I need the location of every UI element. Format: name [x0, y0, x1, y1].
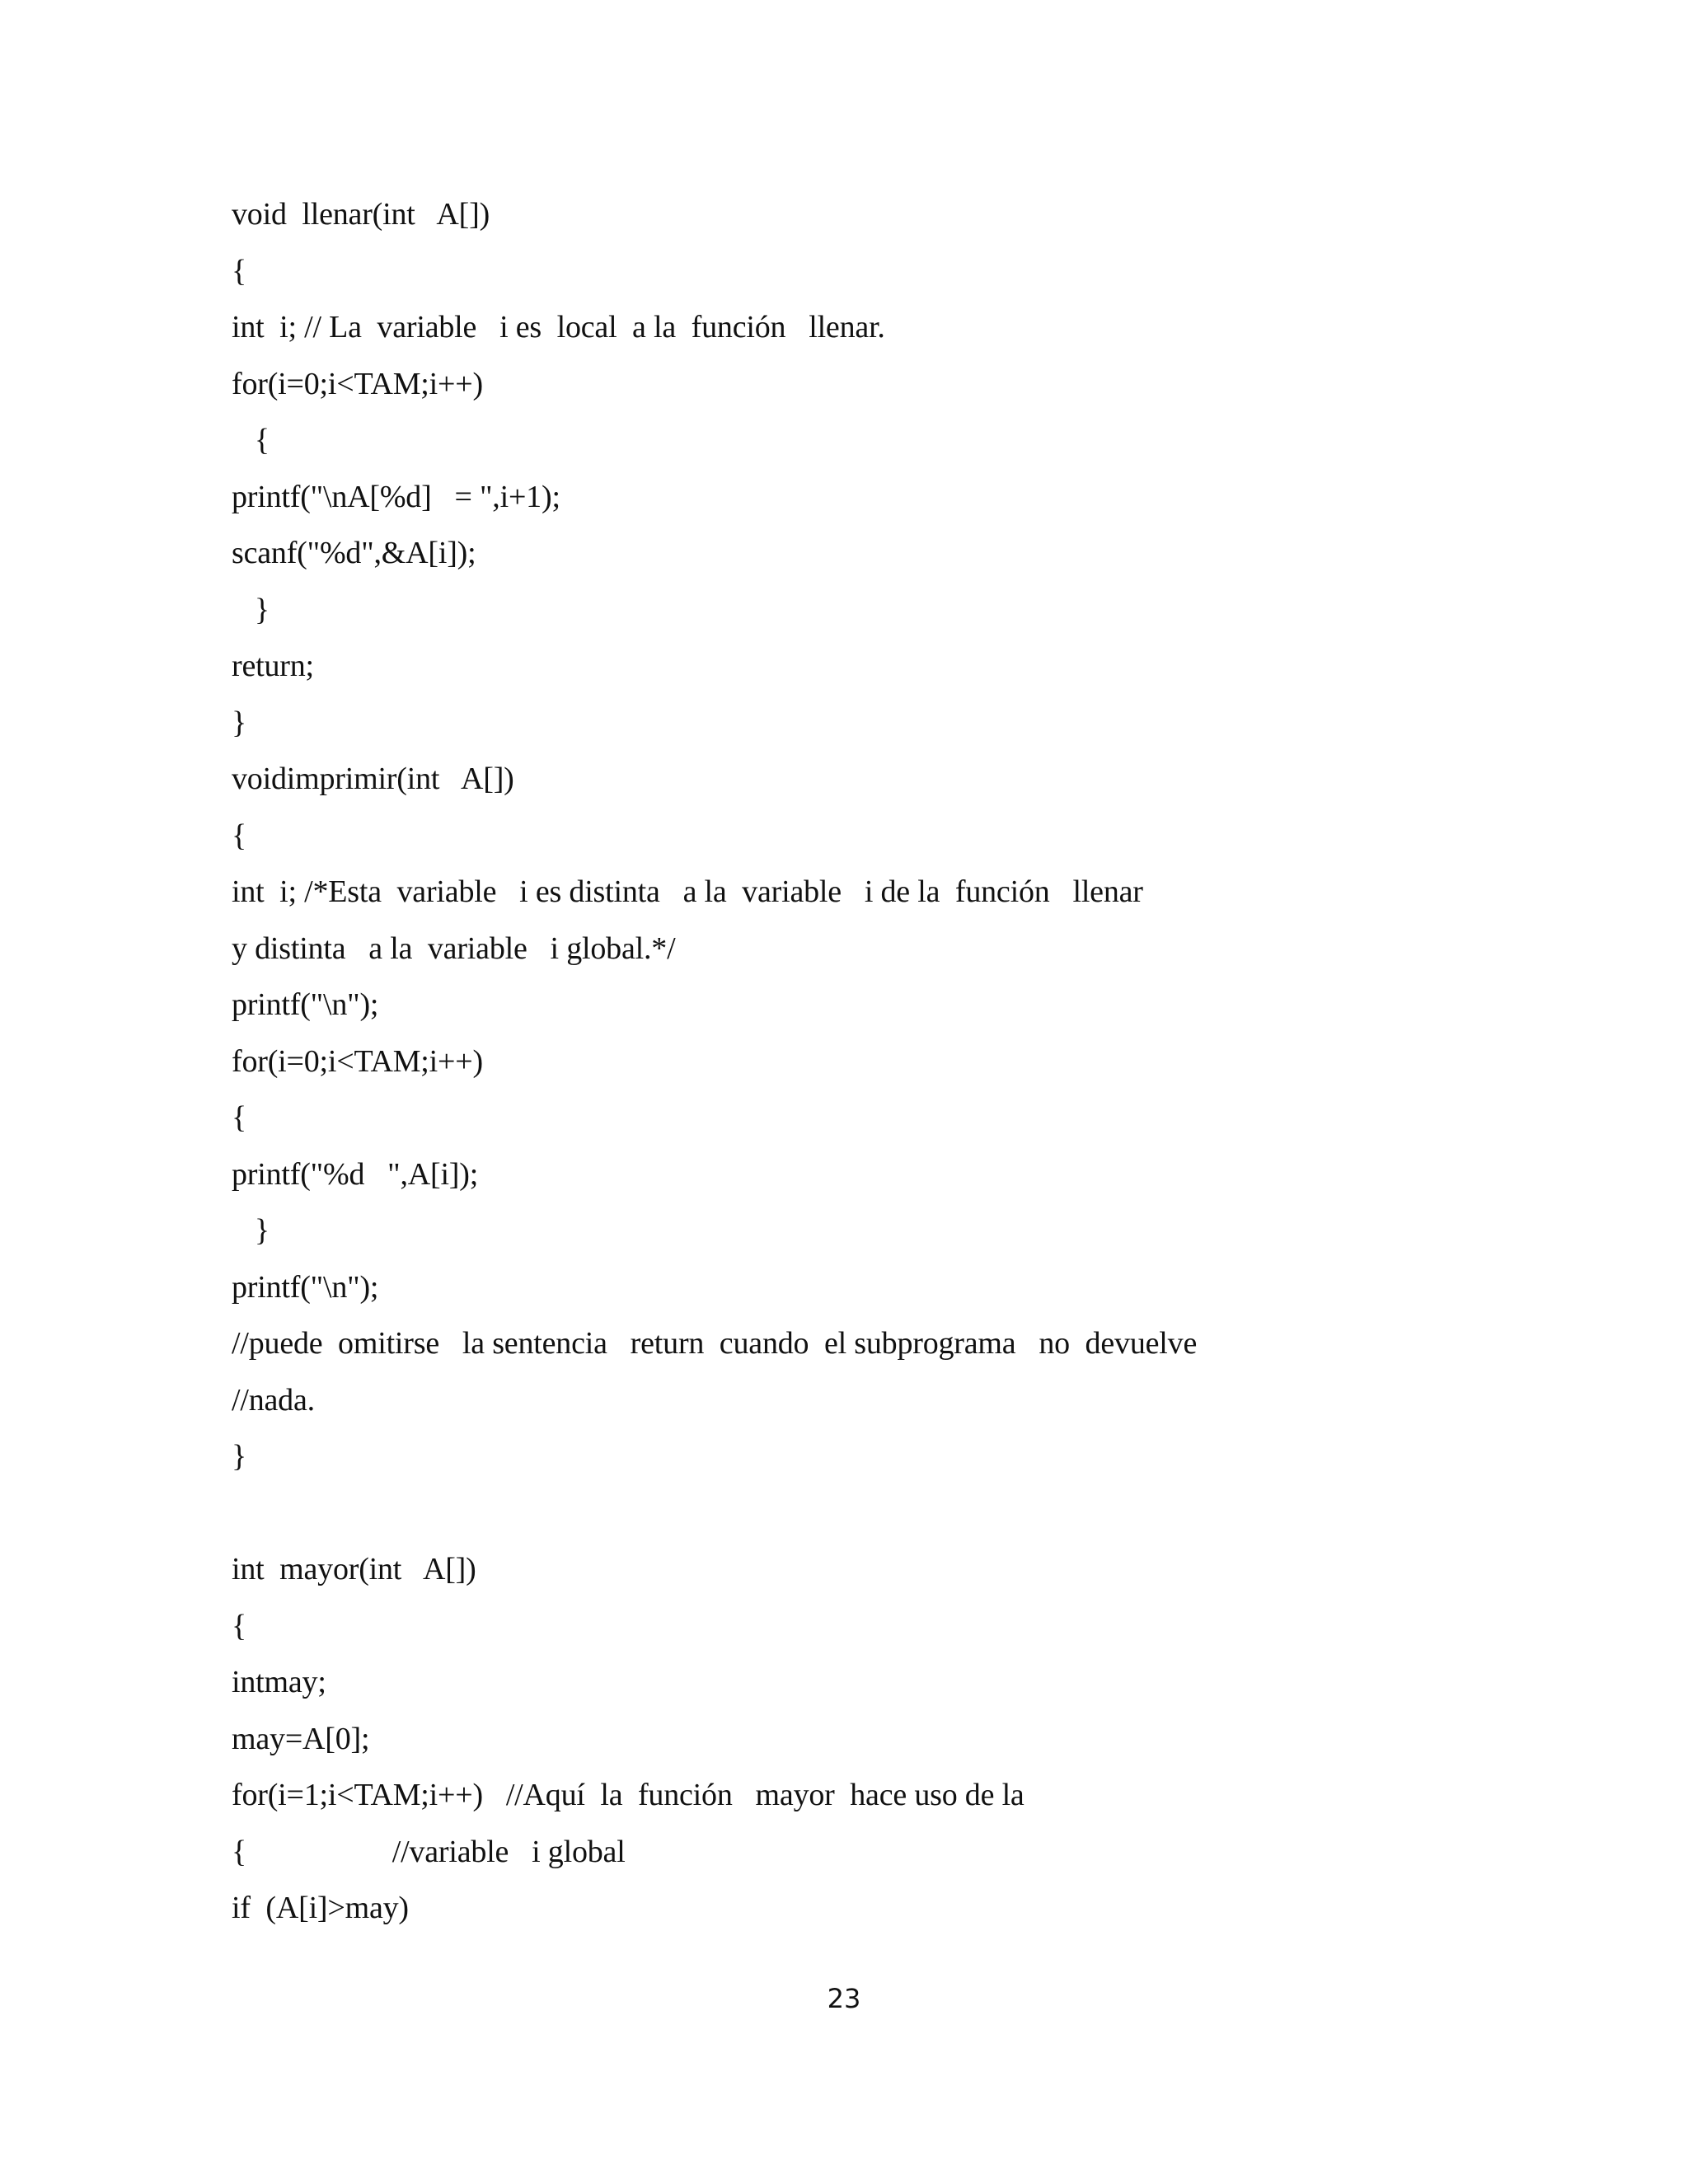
code-line: scanf("%d",&A[i]); — [232, 536, 476, 570]
code-line: printf("\n"); — [232, 1269, 379, 1305]
code-line: { //variable i global — [232, 1834, 626, 1869]
code-line: voidimprimir(int A[]) — [232, 762, 514, 796]
code-line: printf("\n"); — [232, 987, 379, 1022]
code-line: } — [232, 592, 270, 627]
code-line: y distinta a la variable i global.*/ — [232, 930, 676, 966]
code-line: //puede omitirse la sentencia return cuando el subprograma no devuelve — [232, 1326, 1198, 1361]
code-line: if (A[i]>may) — [232, 1891, 409, 1925]
code-listing — [232, 186, 1468, 1937]
code-line: { — [232, 253, 247, 288]
code-line: { — [232, 1100, 247, 1135]
code-line: void llenar(int A[]) — [232, 197, 490, 232]
code-line: { — [232, 818, 247, 853]
code-line: for(i=0;i<TAM;i++) — [232, 366, 483, 401]
code-line: return; — [232, 649, 314, 683]
code-line: { — [232, 1608, 247, 1643]
code-line: int mayor(int A[]) — [232, 1552, 476, 1586]
code-line: //nada. — [232, 1382, 315, 1418]
code-line: } — [232, 1439, 247, 1474]
code-line: { — [232, 423, 270, 457]
code-line — [232, 1485, 1468, 1542]
code-line: printf("\nA[%d] = ",i+1); — [232, 479, 560, 514]
code-line: } — [232, 705, 247, 740]
code-line: for(i=1;i<TAM;i++) //Aquí la función mayor hace uso de la — [232, 1778, 1025, 1812]
code-line: may=A[0]; — [232, 1721, 370, 1756]
code-line: for(i=0;i<TAM;i++) — [232, 1043, 483, 1079]
code-line: intmay; — [232, 1665, 326, 1699]
page-number: 23 — [827, 1983, 861, 2014]
code-line: } — [232, 1213, 270, 1248]
code-line: int i; /*Esta variable i es distinta a la variable i de la función llenar — [232, 874, 1143, 909]
code-line: int i; // La variable i es local a la función llenar. — [232, 310, 885, 344]
code-line: printf("%d ",A[i]); — [232, 1156, 479, 1192]
